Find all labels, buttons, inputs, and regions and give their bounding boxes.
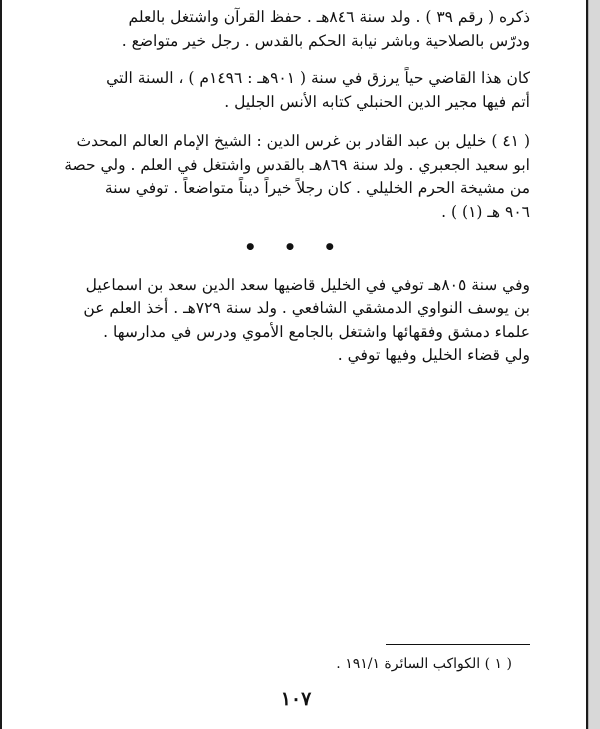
footnote-divider [386,644,530,645]
text-line: ( ٤١ ) خليل بن عبد القادر بن غرس الدين : الشيخ الإمام العالم المحدث [76,132,530,150]
page-number: ١٠٧ [280,688,312,710]
text-line: من مشيخة الحرم الخليلي . كان رجلاً خيراً ديناً متواضعاً . توفي سنة [104,179,530,197]
text-line: أتم فيها مجير الدين الحنبلي كتابه الأنس الجليل . [224,92,530,111]
paragraph-gap [60,53,530,67]
footnote: ( ١ ) الكواكب السائرة ١٩١/١ . [336,656,512,672]
paragraph-gap [60,114,530,130]
section-separator: • • • [243,235,347,259]
paragraph-4 [60,274,530,368]
text-line: ذكره ( رقم ٣٩ ) . ولد سنة ٨٤٦هـ . حفظ القرآن واشتغل بالعلم [128,8,530,26]
paragraph-1 [60,6,530,53]
vertical-scrollbar[interactable] [588,0,600,729]
text-line: ٩٠٦ هـ (١) ) . [441,202,530,221]
text-line: بن يوسف النواوي الدمشقي الشافعي . ولد سنة ٧٢٩هـ . أخذ العلم عن [83,299,530,317]
text-line: كان هذا القاضي حياً يرزق في سنة ( ٩٠١هـ : ١٤٩٦م ) ، السنة التي [106,69,530,87]
text-line: ابو سعيد الجعبري . ولد سنة ٨٦٩هـ بالقدس واشتغل في العلم . ولي حصة [64,155,530,174]
paragraph-3-biography-41 [60,130,530,224]
text-line: علماء دمشق وفقهائها واشتغل بالجامع الأموي ودرس في مدارسها . [103,322,530,341]
text-line: ودرّس بالصلاحية وباشر نيابة الحكم بالقدس . رجل خير متواضع . [121,31,530,50]
text-line: وفي سنة ٨٠٥هـ توفي في الخليل قاضيها سعد الدين سعد بن اسماعيل [85,275,530,294]
document-page [60,6,530,368]
text-line: ولي قضاء الخليل وفيها توفي . [337,346,530,364]
paragraph-2 [60,67,530,114]
